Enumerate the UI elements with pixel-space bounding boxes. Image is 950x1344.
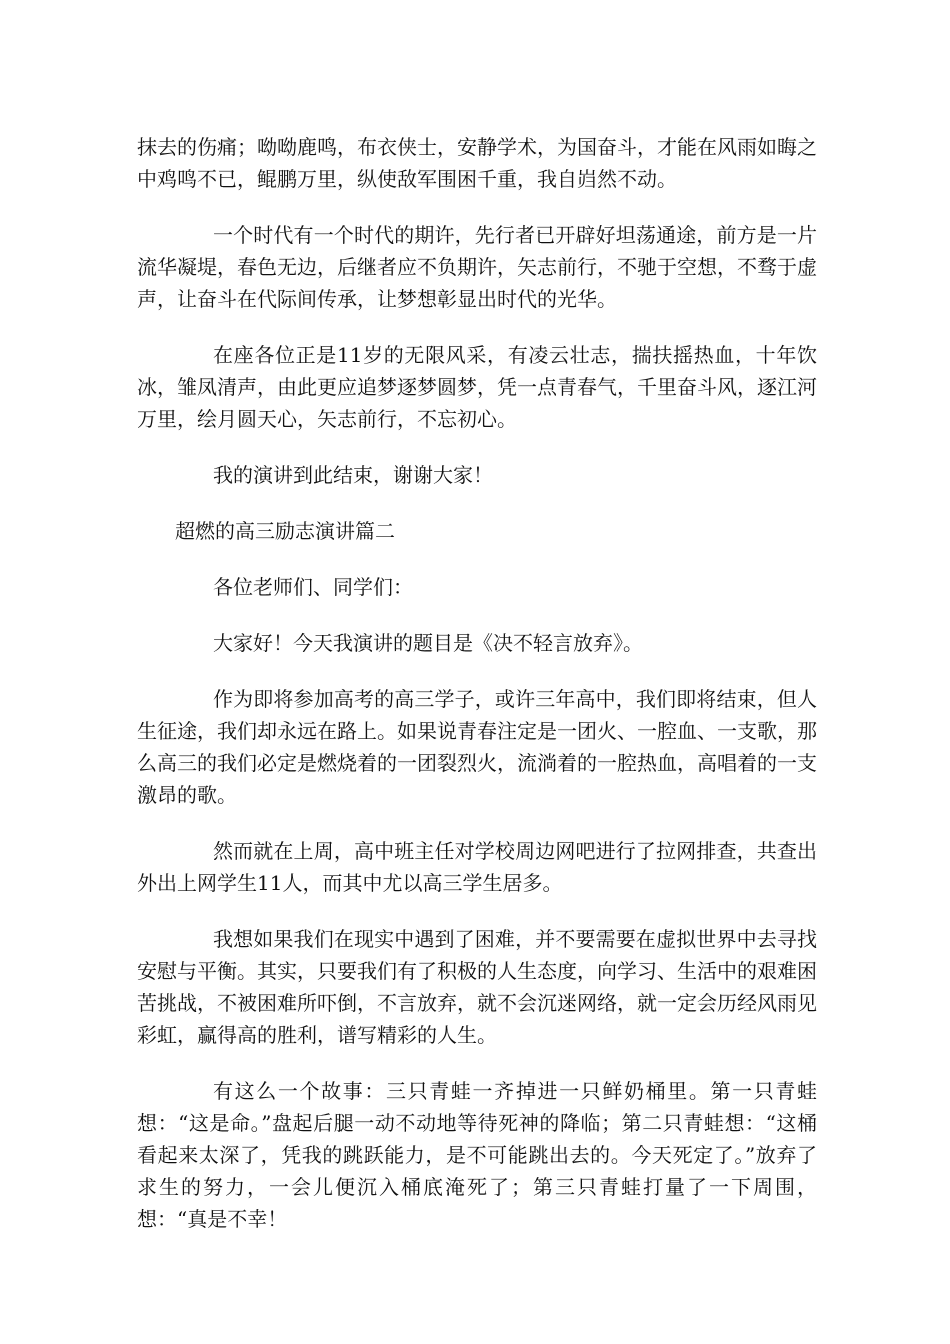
section-heading: 超燃的高三励志演讲篇二: [175, 519, 395, 543]
paragraph-greeting: 大家好！今天我演讲的题目是《决不轻言放弃》。: [213, 631, 643, 655]
paragraph: 有这么一个故事：三只青蛙一齐掉进一只鲜奶桶里。第一只青蛙想：“这是命。”盘起后腿一动不动地等待死神的降临；第二只青蛙想：“这桶看起来太深了，凭我的跳跃能力，是不可能跳出去的。今天死定了。”放弃了求生的努力，一会儿便沉入桶底淹死了；第三只青蛙打量了一下周围，想：“真是不幸！: [137, 1079, 817, 1231]
salutation: 各位老师们、同学们：: [213, 575, 413, 599]
document-body: [137, 131, 817, 1259]
paragraph-closing: 我的演讲到此结束，谢谢大家！: [213, 463, 493, 487]
paragraph: 在座各位正是11岁的无限风采，有凌云壮志，揣扶摇热血，十年饮冰，雏凤清声，由此更应追梦逐梦圆梦，凭一点青春气，千里奋斗风，逐江河万里，绘月圆天心，矢志前行，不忘初心。: [137, 343, 817, 431]
paragraph-continuation: 抹去的伤痛；呦呦鹿鸣，布衣侠士，安静学术，为国奋斗，才能在风雨如晦之中鸡鸣不已，鲲鹏万里，纵使敌军围困千重，我自岿然不动。: [137, 135, 817, 191]
paragraph: 一个时代有一个时代的期许，先行者已开辟好坦荡通途，前方是一片流华凝堤，春色无边，后继者应不负期许，矢志前行，不驰于空想，不骛于虚声，让奋斗在代际间传承，让梦想彰显出时代的光华。: [137, 223, 817, 311]
paragraph: 作为即将参加高考的高三学子，或许三年高中，我们即将结束，但人生征途，我们却永远在路上。如果说青春注定是一团火、一腔血、一支歌，那么高三的我们必定是燃烧着的一团裂烈火，流淌着的一腔热血，高唱着的一支激昂的歌。: [137, 687, 817, 807]
paragraph: 然而就在上周，高中班主任对学校周边网吧进行了拉网排查，共查出外出上网学生11人，而其中尤以高三学生居多。: [137, 839, 817, 895]
paragraph: 我想如果我们在现实中遇到了困难，并不要需要在虚拟世界中去寻找安慰与平衡。其实，只要我们有了积极的人生态度，向学习、生活中的艰难困苦挑战，不被困难所吓倒，不言放弃，就不会沉迷网络，就一定会历经风雨见彩虹，赢得高的胜利，谱写精彩的人生。: [137, 927, 817, 1047]
